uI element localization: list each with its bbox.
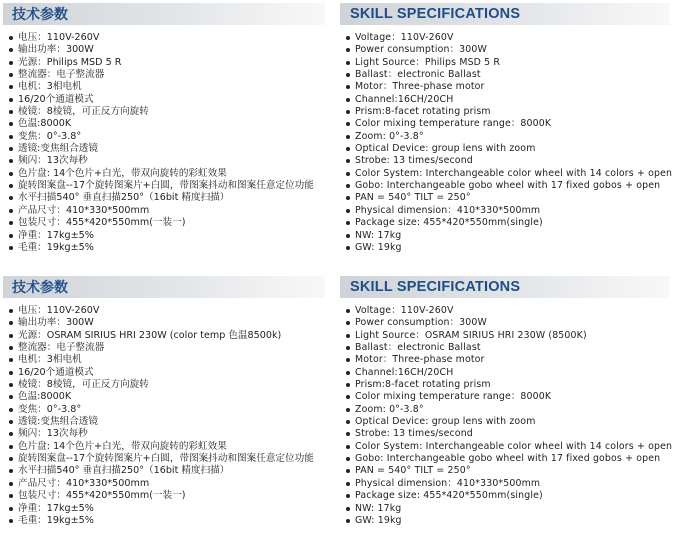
spec-item-text: Color mixing temperature range：8000K	[355, 391, 552, 403]
spec-item-text: NW: 17kg	[355, 229, 402, 241]
english-section-title: SKILL SPECIFICATIONS	[340, 3, 670, 25]
bullet-icon	[346, 184, 350, 188]
bullet-icon	[346, 309, 350, 313]
spec-item	[8, 342, 325, 354]
spec-item-text: 输出功率：300W	[18, 44, 94, 56]
bullet-icon	[346, 246, 350, 250]
spec-item	[8, 367, 325, 379]
bullet-icon	[9, 507, 13, 511]
bullet-icon	[9, 432, 13, 436]
bullet-icon	[9, 457, 13, 461]
spec-item-text: Power consumption：300W	[355, 44, 487, 56]
spec-item	[345, 143, 670, 155]
spec-item-text: 棱镜：8棱镜，可正反方向旋转	[18, 379, 149, 391]
bullet-icon	[346, 420, 350, 424]
spec-item	[8, 44, 325, 56]
spec-item-text: Gobo: Interchangeable gobo wheel with 17 fixed gobos + open	[355, 180, 661, 192]
chinese-section-title: 技术参数	[3, 276, 325, 298]
bullet-icon	[9, 122, 13, 126]
spec-item-text: Zoom: 0°-3.8°	[355, 130, 424, 142]
bullet-icon	[9, 221, 13, 225]
spec-item-text: Light Source：OSRAM SIRIUS HRI 230W (8500K)	[355, 329, 587, 341]
spec-item	[8, 490, 325, 502]
spec-item	[8, 94, 325, 106]
spec-item	[345, 305, 670, 317]
spec-item	[8, 416, 325, 428]
spec-item-text: PAN = 540° TILT = 250°	[355, 465, 471, 477]
bullet-icon	[346, 445, 350, 449]
spec-item-text: Power consumption：300W	[355, 317, 487, 329]
spec-item-text: 整流器：电子整流器	[18, 342, 105, 354]
spec-item	[345, 155, 670, 167]
spec-item-text: 水平扫描540° 垂直扫描250°（16bit 精度扫描）	[18, 192, 230, 204]
bullet-icon	[9, 395, 13, 399]
spec-item-text: 旋转图案盘--17个旋转图案片+白圆，带图案抖动和图案任意定位功能	[18, 453, 314, 465]
spec-item	[8, 69, 325, 81]
bullet-icon	[346, 221, 350, 225]
bullet-icon	[346, 98, 350, 102]
bullet-icon	[9, 98, 13, 102]
spec-item	[345, 230, 670, 242]
spec-item	[345, 440, 673, 453]
spec-item-text: 净重：17kg±5%	[18, 502, 94, 514]
bullet-icon	[346, 85, 350, 89]
bullet-icon	[346, 432, 350, 436]
english-spec-list	[340, 305, 673, 527]
spec-item-text: Voltage：110V-260V	[355, 305, 454, 316]
spec-item-text: 电机：3相电机	[18, 354, 82, 366]
spec-item-text: Channel:16CH/20CH	[355, 366, 454, 378]
bullet-icon	[9, 408, 13, 412]
bullet-icon	[346, 321, 350, 325]
bullet-icon	[9, 184, 13, 188]
spec-item-text: 16/20个通道模式	[18, 366, 94, 378]
english-spec-list	[340, 32, 673, 254]
bullet-icon	[9, 147, 13, 151]
spec-item-text: GW: 19kg	[355, 514, 402, 526]
spec-item	[8, 192, 325, 204]
spec-item-text: 光源：OSRAM SIRIUS HRI 230W (color temp 色温8500k)	[18, 329, 282, 341]
spec-item	[345, 217, 670, 229]
bullet-icon	[346, 172, 350, 176]
spec-item-text: 包装尺寸：455*420*550mm(一装一)	[18, 217, 186, 229]
spec-item-text: 水平扫描540° 垂直扫描250°（16bit 精度扫描）	[18, 465, 230, 477]
spec-item	[8, 379, 325, 391]
spec-item	[345, 416, 670, 428]
spec-item-text: 色温:8000K	[18, 391, 72, 403]
spec-item-text: 毛重：19kg±5%	[18, 514, 94, 526]
bullet-icon	[346, 371, 350, 375]
chinese-spec-column	[3, 276, 325, 527]
spec-item-text: Zoom: 0°-3.8°	[355, 403, 424, 415]
spec-item	[345, 428, 670, 440]
spec-item	[345, 81, 670, 93]
spec-item	[8, 57, 325, 69]
spec-item	[345, 167, 673, 180]
bullet-icon	[346, 408, 350, 412]
spec-item	[8, 305, 325, 317]
spec-item-text: 电压：110V-260V	[18, 305, 100, 316]
bullet-icon	[9, 494, 13, 498]
spec-item-text: 输出功率：300W	[18, 317, 94, 329]
spec-item-text: Physical dimension：410*330*500mm	[355, 204, 541, 216]
bullet-icon	[9, 196, 13, 200]
spec-item	[345, 453, 670, 465]
bullet-icon	[9, 246, 13, 250]
spec-item	[345, 342, 670, 354]
spec-item-text: Physical dimension：410*330*500mm	[355, 477, 541, 489]
bullet-icon	[346, 135, 350, 139]
english-spec-column	[340, 3, 673, 254]
spec-item	[345, 330, 670, 342]
spec-item	[345, 69, 670, 81]
spec-item-text: GW: 19kg	[355, 241, 402, 253]
spec-item	[8, 131, 325, 143]
spec-item	[345, 180, 670, 192]
spec-item-text: Light Source：Philips MSD 5 R	[355, 56, 501, 68]
spec-item-text: Optical Device: group lens with zoom	[355, 143, 536, 155]
spec-item-text: 变焦：0°-3.8°	[18, 130, 82, 142]
bullet-icon	[9, 309, 13, 313]
spec-item-text: 频闪：13次每秒	[18, 155, 88, 167]
spec-item	[8, 478, 325, 490]
bullet-icon	[9, 482, 13, 486]
spec-item	[345, 205, 670, 217]
spec-item-text: Optical Device: group lens with zoom	[355, 416, 536, 428]
spec-item-text: 电压：110V-260V	[18, 32, 100, 43]
bullet-icon	[9, 519, 13, 523]
chinese-spec-list	[3, 305, 325, 527]
spec-item	[8, 465, 325, 477]
spec-item	[8, 453, 325, 465]
spec-item	[8, 81, 325, 93]
spec-item	[8, 441, 325, 453]
spec-item-text: 整流器：电子整流器	[18, 69, 105, 81]
bullet-icon	[346, 147, 350, 151]
chinese-spec-list	[3, 32, 325, 254]
spec-item	[8, 106, 325, 118]
bullet-icon	[9, 36, 13, 40]
bullet-icon	[346, 395, 350, 399]
bullet-icon	[9, 469, 13, 473]
spec-item	[345, 32, 670, 44]
bullet-icon	[346, 507, 350, 511]
spec-item	[345, 478, 670, 490]
spec-item-text: Ballast：electronic Ballast	[355, 69, 481, 81]
spec-item-text: PAN = 540° TILT = 250°	[355, 192, 471, 204]
spec-item	[345, 354, 670, 366]
spec-item	[345, 118, 670, 130]
bullet-icon	[9, 321, 13, 325]
spec-item	[345, 106, 670, 118]
spec-item-text: 光源：Philips MSD 5 R	[18, 56, 122, 68]
bullet-icon	[346, 346, 350, 350]
spec-item-text: 棱镜：8棱镜，可正反方向旋转	[18, 106, 149, 118]
spec-item-text: Prism:8-facet rotating prism	[355, 379, 491, 391]
spec-item	[345, 503, 670, 515]
spec-item	[8, 242, 325, 254]
bullet-icon	[346, 209, 350, 213]
spec-item-text: Package size: 455*420*550mm(single)	[355, 217, 543, 229]
bullet-icon	[346, 73, 350, 77]
spec-item	[345, 317, 670, 329]
spec-item-text: 旋转图案盘--17个旋转图案片+白圆，带图案抖动和图案任意定位功能	[18, 180, 314, 192]
spec-item	[345, 404, 670, 416]
spec-item-text: 毛重：19kg±5%	[18, 241, 94, 253]
spec-item	[345, 515, 670, 527]
spec-item-text: 净重：17kg±5%	[18, 229, 94, 241]
spec-item-text: Motor：Three-phase motor	[355, 354, 485, 366]
spec-item-text: Strobe: 13 times/second	[355, 155, 473, 167]
spec-item	[345, 57, 670, 69]
spec-item	[8, 230, 325, 242]
spec-item-text: 透镜:变焦组合透镜	[18, 143, 98, 155]
spec-item-text: NW: 17kg	[355, 502, 402, 514]
spec-item	[8, 354, 325, 366]
spec-item-text: Motor：Three-phase motor	[355, 81, 485, 93]
spec-item-text: 产品尺寸：410*330*500mm	[18, 204, 150, 216]
bullet-icon	[9, 172, 13, 176]
spec-item	[345, 242, 670, 254]
spec-item	[8, 118, 325, 130]
bullet-icon	[9, 61, 13, 65]
spec-item-text: 电机：3相电机	[18, 81, 82, 93]
bullet-icon	[346, 110, 350, 114]
bullet-icon	[9, 85, 13, 89]
spec-item-text: Color mixing temperature range：8000K	[355, 118, 552, 130]
spec-item	[8, 205, 325, 217]
bullet-icon	[9, 159, 13, 163]
spec-item-text: 色片盘: 14个色片+白光，带双向旋转的彩虹效果	[18, 440, 227, 452]
bullet-icon	[9, 420, 13, 424]
bullet-icon	[9, 73, 13, 77]
spec-item	[8, 180, 325, 192]
bullet-icon	[346, 457, 350, 461]
spec-item-text: Color System: Interchangeable color wheel with 14 colors + open	[355, 440, 673, 452]
bullet-icon	[9, 135, 13, 139]
bullet-icon	[9, 234, 13, 238]
spec-item-text: Channel:16CH/20CH	[355, 93, 454, 105]
bullet-icon	[346, 196, 350, 200]
spec-item	[345, 131, 670, 143]
bullet-icon	[346, 358, 350, 362]
spec-item	[345, 192, 670, 204]
spec-item	[8, 503, 325, 515]
spec-item	[345, 379, 670, 391]
spec-item	[345, 465, 670, 477]
spec-item	[345, 44, 670, 56]
chinese-spec-column	[3, 3, 325, 254]
bullet-icon	[9, 209, 13, 213]
bullet-icon	[346, 519, 350, 523]
bullet-icon	[9, 48, 13, 52]
spec-item	[345, 391, 670, 403]
bullet-icon	[346, 234, 350, 238]
bullet-icon	[9, 110, 13, 114]
bullet-icon	[9, 346, 13, 350]
spec-item-text: 变焦：0°-3.8°	[18, 403, 82, 415]
spec-item	[8, 32, 325, 44]
spec-item	[345, 367, 670, 379]
spec-item-text: Gobo: Interchangeable gobo wheel with 17 fixed gobos + open	[355, 453, 661, 465]
spec-item-text: Prism:8-facet rotating prism	[355, 106, 491, 118]
spec-item	[8, 330, 325, 342]
spec-item	[8, 317, 325, 329]
spec-item	[8, 155, 325, 167]
spec-item-text: 频闪：13次每秒	[18, 428, 88, 440]
bullet-icon	[346, 494, 350, 498]
bullet-icon	[346, 334, 350, 338]
spec-item-text: 透镜:变焦组合透镜	[18, 416, 98, 428]
spec-item-text: Color System: Interchangeable color wheel with 14 colors + open	[355, 167, 673, 179]
spec-item-text: 色温:8000K	[18, 118, 72, 130]
bullet-icon	[346, 122, 350, 126]
bullet-icon	[346, 159, 350, 163]
spec-item	[8, 217, 325, 229]
bullet-icon	[346, 36, 350, 40]
spec-item	[8, 143, 325, 155]
chinese-section-title: 技术参数	[3, 3, 325, 25]
spec-item	[8, 515, 325, 527]
spec-item-text: 包装尺寸：455*420*550mm(一装一)	[18, 490, 186, 502]
spec-item	[8, 428, 325, 440]
spec-item-text: Strobe: 13 times/second	[355, 428, 473, 440]
spec-item-text: Ballast：electronic Ballast	[355, 342, 481, 354]
spec-item-text: Package size: 455*420*550mm(single)	[355, 490, 543, 502]
english-spec-column	[340, 276, 673, 527]
english-section-title: SKILL SPECIFICATIONS	[340, 276, 670, 298]
bullet-icon	[9, 383, 13, 387]
spec-item-text: 16/20个通道模式	[18, 93, 94, 105]
bullet-icon	[9, 445, 13, 449]
bullet-icon	[346, 48, 350, 52]
spec-item	[8, 168, 325, 180]
spec-item	[8, 391, 325, 403]
bullet-icon	[9, 371, 13, 375]
bullet-icon	[346, 482, 350, 486]
spec-item-text: 产品尺寸：410*330*500mm	[18, 477, 150, 489]
spec-item	[345, 490, 670, 502]
spec-item	[8, 404, 325, 416]
bullet-icon	[346, 61, 350, 65]
spec-item-text: Voltage：110V-260V	[355, 32, 454, 43]
bullet-icon	[9, 334, 13, 338]
bullet-icon	[9, 358, 13, 362]
spec-item	[345, 94, 670, 106]
spec-item-text: 色片盘: 14个色片+白光，带双向旋转的彩虹效果	[18, 167, 227, 179]
bullet-icon	[346, 383, 350, 387]
bullet-icon	[346, 469, 350, 473]
